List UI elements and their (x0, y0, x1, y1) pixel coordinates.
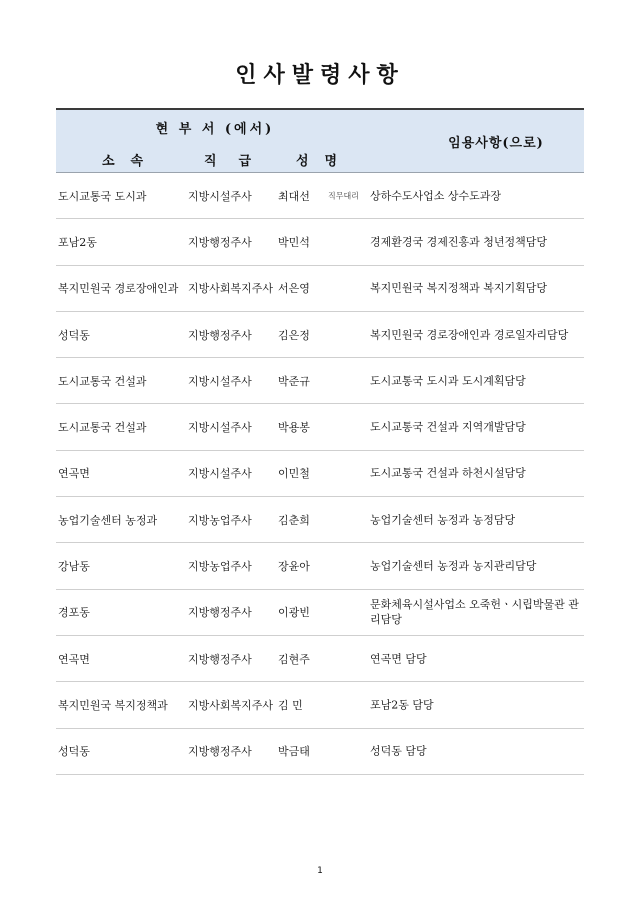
row-new-assignment: 연곡면 담당 (370, 652, 427, 666)
row-name: 김 민 (278, 698, 303, 712)
row-name: 박민석 (278, 235, 310, 249)
row-new-assignment: 도시교통국 도시과 도시계획담당 (370, 374, 526, 388)
row-rank: 지방사회복지주사 (188, 282, 274, 296)
table-row (56, 590, 584, 636)
table-row (56, 266, 584, 312)
row-dept: 농업기술센터 농정과 (58, 513, 158, 527)
row-rank: 지방행정주사 (188, 606, 252, 620)
row-name: 서은영 (278, 282, 310, 296)
table-row (56, 312, 584, 358)
row-name: 장윤아 (278, 560, 310, 574)
row-dept: 복지민원국 경로장애인과 (58, 282, 179, 296)
table-row (56, 682, 584, 728)
row-dept: 도시교통국 건설과 (58, 421, 147, 435)
row-dept: 도시교통국 도시과 (58, 189, 147, 203)
row-new-assignment: 상하수도사업소 상수도과장 (370, 189, 502, 203)
row-acting-badge: 직무대리 (328, 191, 359, 201)
row-dept: 성덕동 (58, 328, 90, 342)
row-name: 박금태 (278, 745, 310, 759)
row-name: 김현주 (278, 652, 310, 666)
header-name: 성명 (296, 154, 354, 169)
row-dept: 강남동 (58, 560, 90, 574)
row-rank: 지방사회복지주사 (188, 698, 274, 712)
row-name: 이광빈 (278, 606, 310, 620)
row-new-assignment: 포남2동 담당 (370, 698, 434, 712)
row-new-assignment: 농업기술센터 농정과 농지관리담당 (370, 559, 537, 573)
table-row (56, 358, 584, 404)
table-row (56, 219, 584, 265)
table-body (56, 173, 584, 775)
row-rank: 지방농업주사 (188, 513, 252, 527)
header-current-dept: 현 부 서 (에서) (155, 122, 275, 137)
page-title: 인사발령사항 (235, 62, 405, 88)
row-dept: 포남2동 (58, 235, 97, 249)
table-row (56, 497, 584, 543)
row-rank: 지방시설주사 (188, 467, 252, 481)
row-rank: 지방농업주사 (188, 560, 252, 574)
appointment-table (56, 108, 584, 775)
row-rank: 지방행정주사 (188, 328, 252, 342)
row-rank: 지방행정주사 (188, 745, 252, 759)
row-dept: 성덕동 (58, 745, 90, 759)
header-new-assignment: 임용사항(으로) (448, 136, 544, 151)
row-name: 김춘희 (278, 513, 310, 527)
table-row (56, 636, 584, 682)
table-row (56, 729, 584, 775)
row-rank: 지방시설주사 (188, 374, 252, 388)
row-name: 최대선 (278, 189, 310, 203)
page-number: 1 (317, 866, 323, 876)
row-dept: 경포동 (58, 606, 90, 620)
row-new-assignment: 도시교통국 건설과 지역개발담당 (370, 420, 526, 434)
row-name: 박용봉 (278, 421, 310, 435)
table-row (56, 404, 584, 450)
row-name: 박준규 (278, 374, 310, 388)
row-rank: 지방행정주사 (188, 652, 252, 666)
row-new-assignment: 경제환경국 경제진흥과 청년정책담당 (370, 235, 548, 249)
row-new-assignment: 복지민원국 복지정책과 복지기획담당 (370, 281, 548, 295)
row-rank: 지방시설주사 (188, 189, 252, 203)
table-row (56, 451, 584, 497)
row-new-assignment: 농업기술센터 농정과 농정담당 (370, 513, 516, 527)
row-new-assignment: 복지민원국 경로장애인과 경로일자리담당 (370, 328, 569, 342)
row-dept: 복지민원국 복지정책과 (58, 698, 168, 712)
row-new-assignment: 문화체육시설사업소 오죽헌ㆍ시립박물관 관리담당 (370, 598, 579, 627)
row-dept: 연곡면 (58, 467, 90, 481)
row-name: 김은정 (278, 328, 310, 342)
row-rank: 지방시설주사 (188, 421, 252, 435)
row-new-assignment: 도시교통국 건설과 하천시설담당 (370, 466, 526, 480)
table-row (56, 173, 584, 219)
table-header (56, 108, 584, 173)
row-rank: 지방행정주사 (188, 235, 252, 249)
row-dept: 연곡면 (58, 652, 90, 666)
header-dept: 소속 (102, 154, 160, 169)
row-new-assignment: 성덕동 담당 (370, 744, 427, 758)
header-rank: 직급 (204, 154, 274, 169)
row-name: 이민철 (278, 467, 310, 481)
row-dept: 도시교통국 건설과 (58, 374, 147, 388)
table-row (56, 543, 584, 589)
